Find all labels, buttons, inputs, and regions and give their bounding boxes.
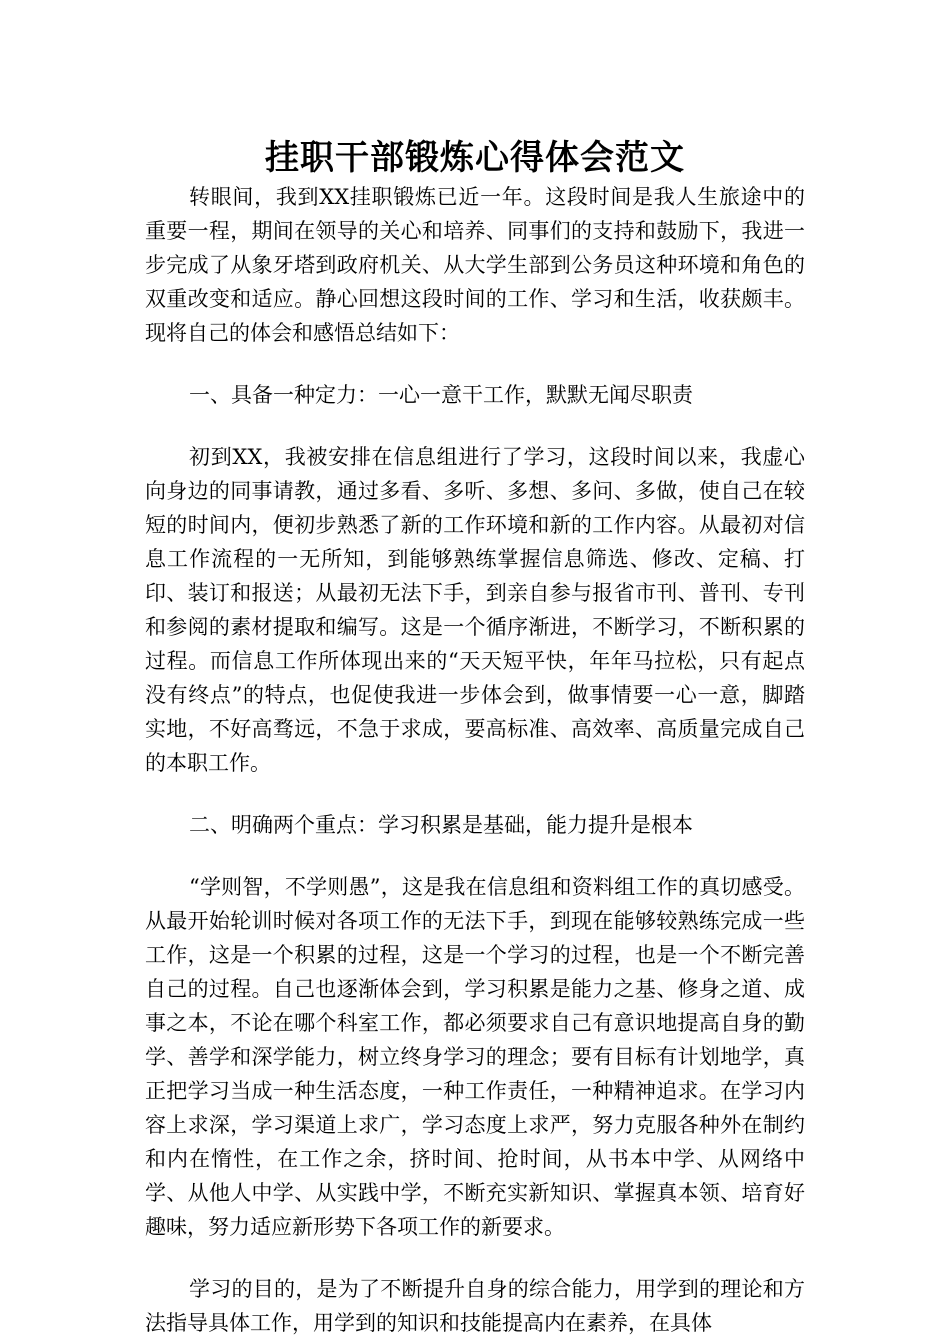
paragraph-section-2-continued: 学习的目的，是为了不断提升自身的综合能力，用学到的理论和方法指导具体工作，用学到的知识和技能提高内在素养，在具体	[145, 1277, 805, 1335]
document-body	[145, 180, 805, 1340]
paragraph-section-1: 初到XX，我被安排在信息组进行了学习，这段时间以来，我虚心向身边的同事请教，通过多看、多听、多想、多问、多做，使自己在较短的时间内，便初步熟悉了新的工作环境和新的工作内容。从最初对信息工作流程的一无所知，到能够熟练掌握信息筛选、修改、定稿、打印、装订和报送；从最初无法下手，到亲自参与报省市刊、普刊、专刊和参阅的素材提取和编写。这是一个循序渐进，不断学习，不断积累的过程。而信息工作所体现出来的“天天短平快，年年马拉松，只有起点没有终点”的特点，也促使我进一步体会到，做事情要一心一意，脚踏实地，不好高骛远，不急于求成，要高标准、高效率、高质量完成自己的本职工作。	[145, 445, 805, 775]
paragraph-section-2: “学则智，不学则愚”，这是我在信息组和资料组工作的真切感受。从最开始轮训时候对各项工作的无法下手，到现在能够较熟练完成一些工作，这是一个积累的过程，这是一个学习的过程，也是一个不断完善自己的过程。自己也逐渐体会到，学习积累是能力之基、修身之道、成事之本，不论在哪个科室工作，都必须要求自己有意识地提高自身的勤学、善学和深学能力，树立终身学习的理念；要有目标有计划地学，真正把学习当成一种生活态度，一种工作责任，一种精神追求。在学习内容上求深，学习渠道上求广，学习态度上求严，努力克服各种外在制约和内在惰性，在工作之余，挤时间、抢时间，从书本中学、从网络中学、从他人中学、从实践中学，不断充实新知识、掌握真本领、培育好趣味，努力适应新形势下各项工作的新要求。	[145, 875, 805, 1239]
section-heading-2: 二、明确两个重点：学习积累是基础，能力提升是根本	[189, 813, 693, 837]
section-heading-1: 一、具备一种定力：一心一意干工作，默默无闻尽职责	[189, 383, 693, 407]
paragraph-intro: 转眼间，我到XX挂职锻炼已近一年。这段时间是我人生旅途中的重要一程，期间在领导的关心和培养、同事们的支持和鼓励下，我进一步完成了从象牙塔到政府机关、从大学生部到公务员这种环境和角色的双重改变和适应。静心回想这段时间的工作、学习和生活，收获颇丰。现将自己的体会和感悟总结如下：	[145, 185, 805, 345]
document-title: 挂职干部锻炼心得体会范文	[265, 138, 685, 178]
